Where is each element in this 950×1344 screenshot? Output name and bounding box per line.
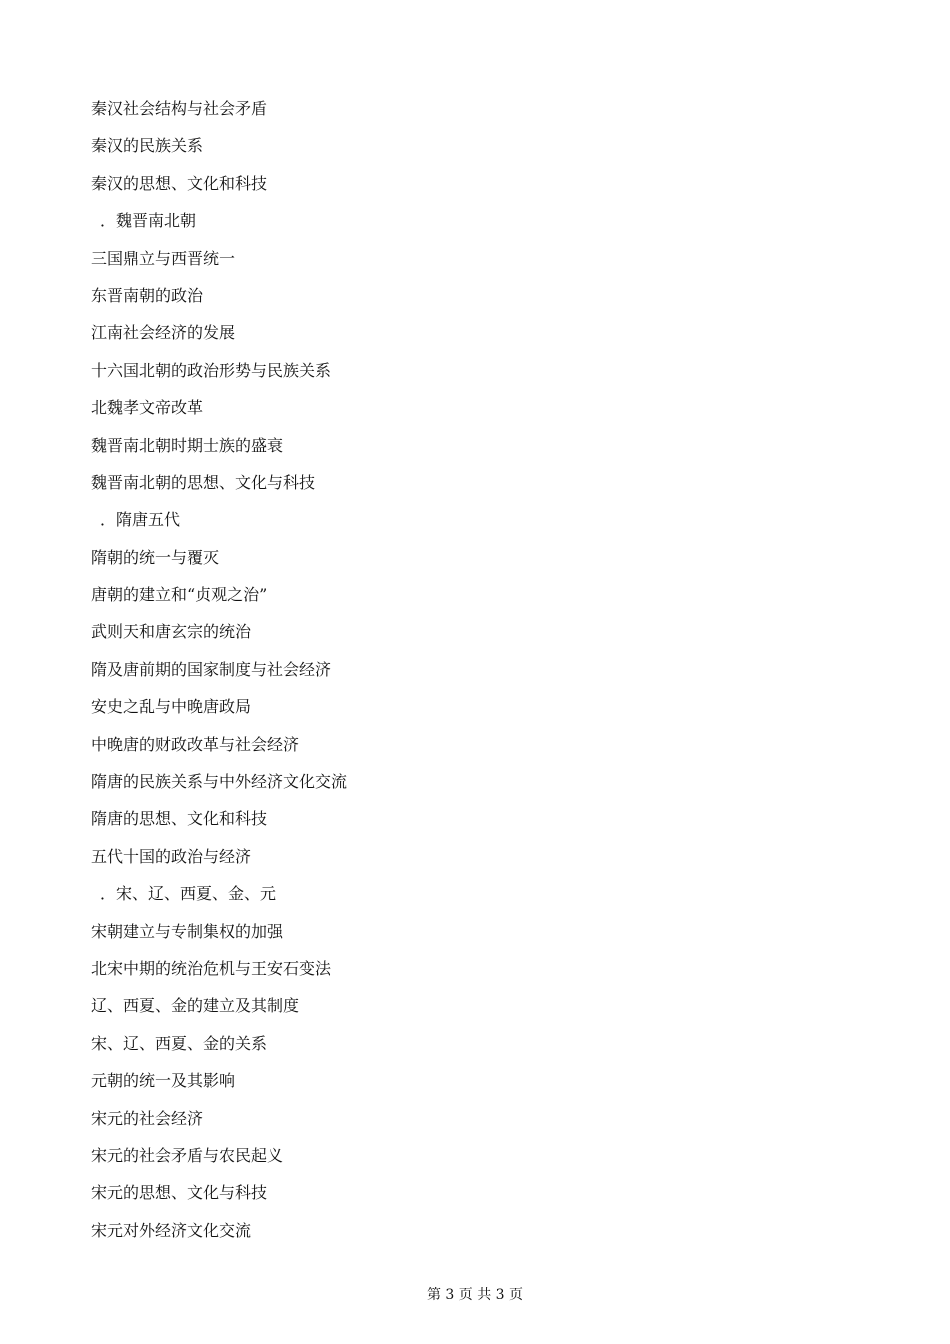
outline-item: 隋唐的思想、文化和科技	[91, 809, 268, 829]
outline-item: 隋及唐前期的国家制度与社会经济	[91, 659, 332, 679]
outline-item: 秦汉的思想、文化和科技	[91, 173, 268, 193]
outline-item: 五代十国的政治与经济	[91, 846, 252, 866]
outline-item: 宋元对外经济文化交流	[91, 1220, 252, 1240]
outline-item: 宋朝建立与专制集权的加强	[91, 921, 284, 941]
outline-item: 魏晋南北朝时期士族的盛衰	[91, 435, 284, 455]
outline-item: 宋、辽、西夏、金的关系	[91, 1033, 268, 1053]
page-footer: 第 3 页 共 3 页	[426, 1287, 524, 1303]
outline-item: 北魏孝文帝改革	[91, 398, 204, 418]
outline-item: 中晚唐的财政改革与社会经济	[91, 734, 300, 754]
outline-item: 十六国北朝的政治形势与民族关系	[91, 360, 332, 380]
section-heading: ．隋唐五代	[100, 510, 181, 530]
outline-item: 元朝的统一及其影响	[91, 1071, 236, 1091]
outline-item: 隋朝的统一与覆灭	[91, 547, 220, 567]
outline-item: 秦汉的民族关系	[91, 136, 204, 156]
outline-item: 安史之乱与中晚唐政局	[91, 697, 252, 717]
outline-item: 北宋中期的统治危机与王安石变法	[91, 958, 332, 978]
outline-item: 秦汉社会结构与社会矛盾	[91, 99, 268, 118]
outline-item: 唐朝的建立和“贞观之治”	[91, 585, 268, 605]
outline-item: 宋元的社会经济	[91, 1108, 204, 1128]
outline-item: 宋元的思想、文化与科技	[91, 1183, 268, 1203]
outline-item: 东晋南朝的政治	[91, 285, 204, 305]
outline-item: 隋唐的民族关系与中外经济文化交流	[91, 772, 348, 792]
outline-item: 三国鼎立与西晋统一	[91, 248, 236, 268]
outline-item: 宋元的社会矛盾与农民起义	[91, 1145, 284, 1165]
outline-list	[91, 96, 347, 1255]
outline-item: 武则天和唐玄宗的统治	[91, 622, 252, 642]
outline-item: 魏晋南北朝的思想、文化与科技	[91, 472, 316, 492]
section-heading: ．宋、辽、西夏、金、元	[100, 884, 277, 904]
outline-item: 江南社会经济的发展	[91, 323, 236, 343]
section-heading: ．魏晋南北朝	[100, 211, 197, 231]
outline-item: 辽、西夏、金的建立及其制度	[91, 996, 300, 1016]
